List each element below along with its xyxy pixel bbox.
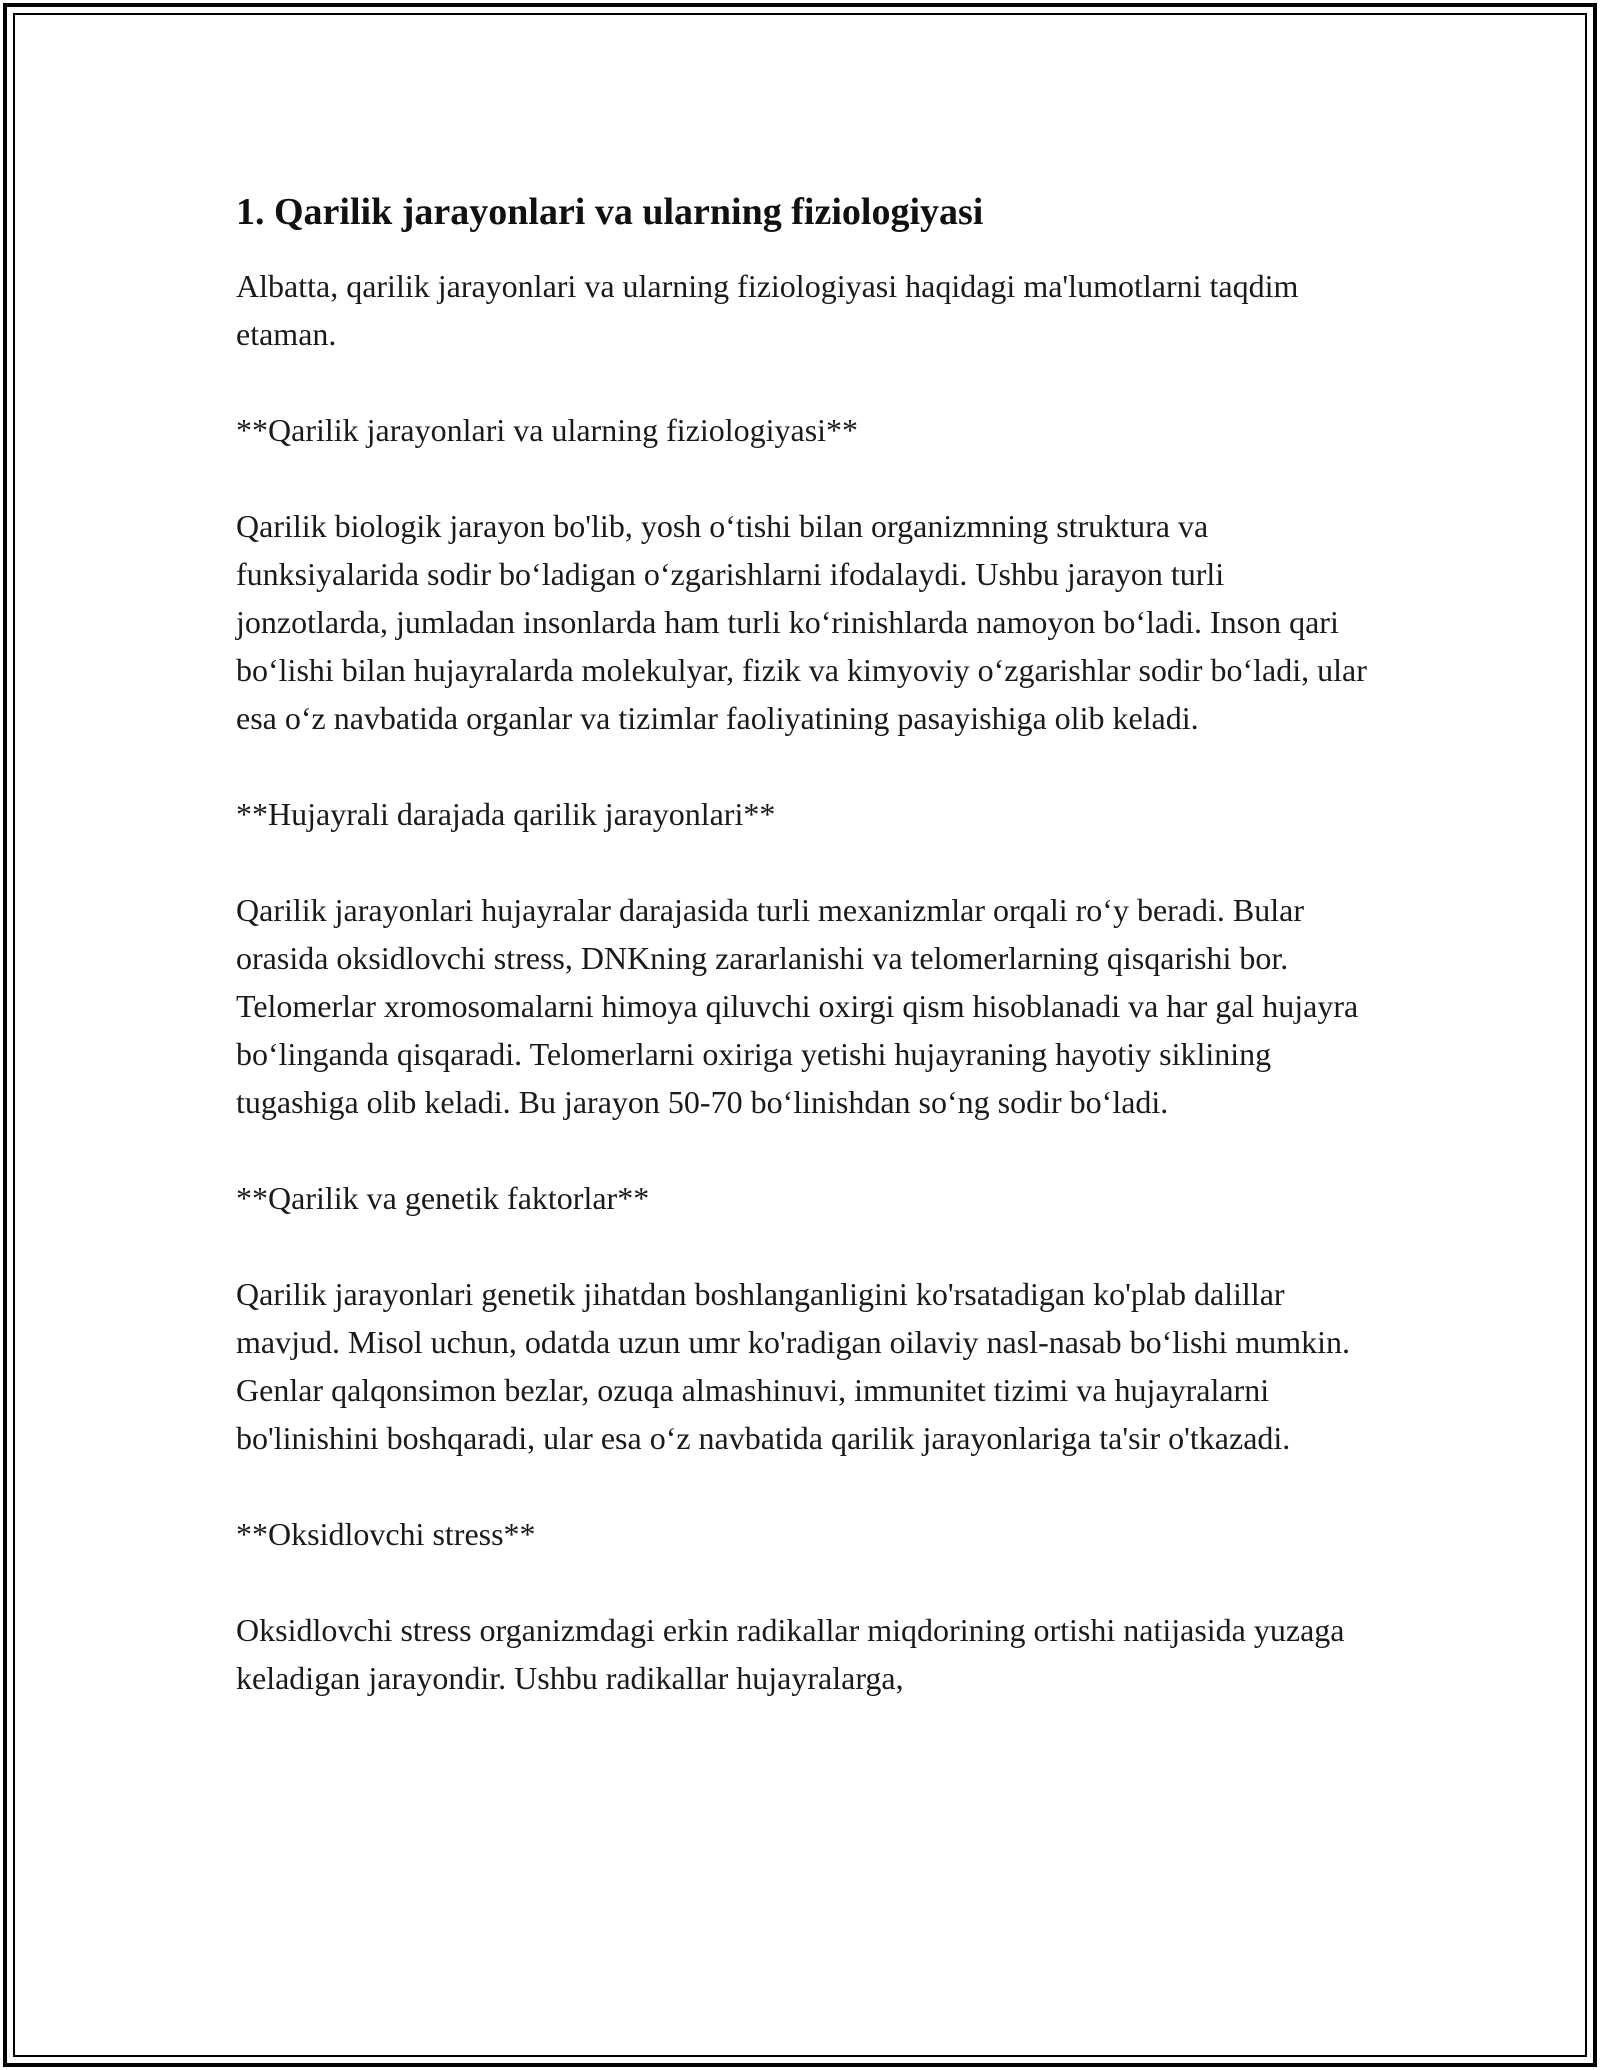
paragraph-oksidlovchi: Oksidlovchi stress organizmdagi erkin radikallar miqdorining ortishi natijasida yuzaga keladigan jarayondir. Ushbu radikallar hujayralarga,	[236, 1612, 1345, 1696]
paragraph-hujayrali: Qarilik jarayonlari hujayralar darajasida turli mexanizmlar orqali roʻy beradi. Bular orasida oksidlovchi stress, DNKning zararlanishi va telomerlarning qisqarishi bor. Telomerlar xromosomalarni himoya qiluvchi oxirgi qism hisoblanadi va har gal hujayra boʻlinganda qisqaradi. Telomerlarni oxiriga yetishi hujayraning hayotiy siklining tugashiga olib keladi. Bu jarayon 50-70 boʻlinishdan soʻng sodir boʻladi.	[236, 892, 1359, 1120]
subheading-genetik: **Qarilik va genetik faktorlar**	[236, 1180, 650, 1216]
paragraph-intro: Albatta, qarilik jarayonlari va ularning fiziologiyasi haqidagi ma'lumotlarni taqdim etaman.	[236, 268, 1299, 352]
paragraph-qarilik: Qarilik biologik jarayon bo'lib, yosh oʻtishi bilan organizmning struktura va funksiyalarida sodir boʻladigan oʻzgarishlarni ifodalaydi. Ushbu jarayon turli jonzotlarda, jumladan insonlarda ham turli koʻrinishlarda namoyon boʻladi. Inson qari boʻlishi bilan hujayralarda molekulyar, fizik va kimyoviy oʻzgarishlar sodir boʻladi, ular esa oʻz navbatida organlar va tizimlar faoliyatining pasayishiga olib keladi.	[236, 508, 1367, 736]
subheading-qarilik: **Qarilik jarayonlari va ularning fiziologiyasi**	[236, 412, 859, 448]
document-body	[236, 188, 1376, 1750]
paragraph-genetik: Qarilik jarayonlari genetik jihatdan boshlanganligini ko'rsatadigan ko'plab dalillar mavjud. Misol uchun, odatda uzun umr ko'radigan oilaviy nasl-nasab boʻlishi mumkin. Genlar qalqonsimon bezlar, ozuqa almashinuvi, immunitet tizimi va hujayralarni bo'linishini boshqaradi, ular esa oʻz navbatida qarilik jarayonlariga ta'sir o'tkazadi.	[236, 1276, 1351, 1456]
section-title: 1. Qarilik jarayonlari va ularning fiziologiyasi	[236, 191, 984, 233]
subheading-oksidlovchi: **Oksidlovchi stress**	[236, 1516, 536, 1552]
subheading-hujayrali: **Hujayrali darajada qarilik jarayonlari**	[236, 796, 776, 832]
